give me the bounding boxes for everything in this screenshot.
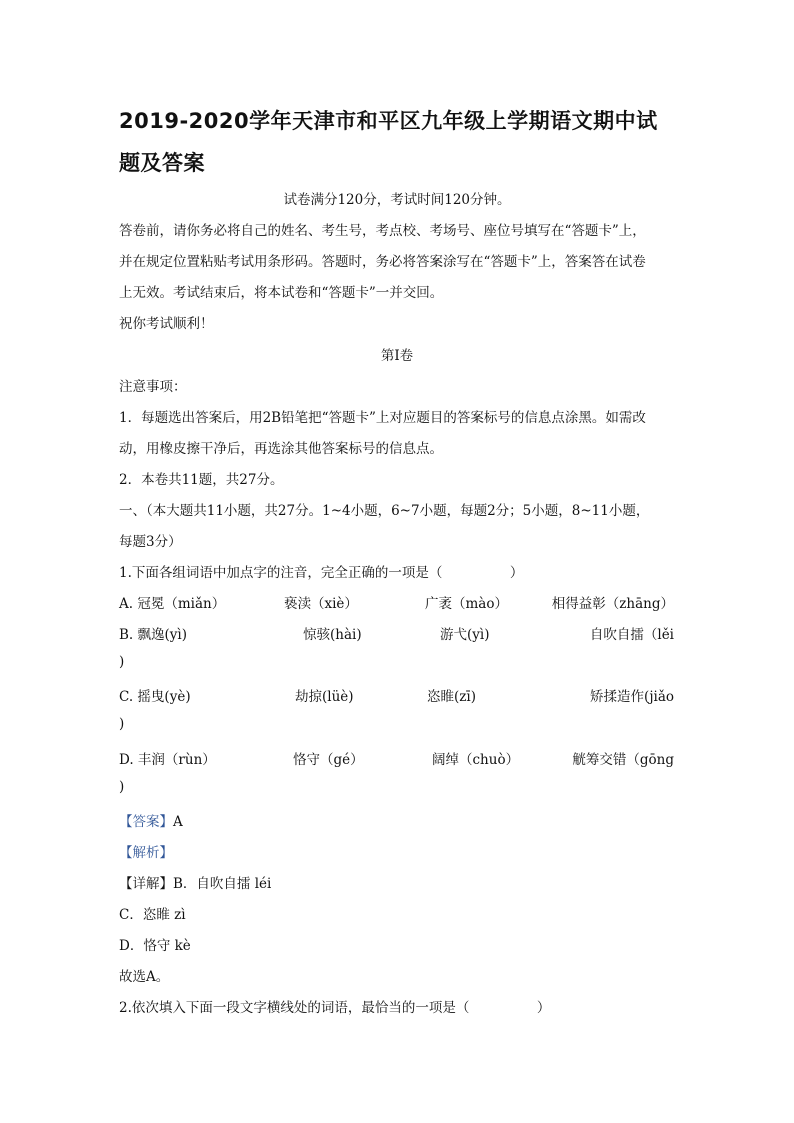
detail-line	[119, 872, 675, 892]
answer-tag: 【答案】	[119, 814, 173, 830]
option-b-1: B. 飘逸(yì)	[119, 627, 187, 643]
note-2: 2．本卷共11题，共27分。	[119, 472, 284, 488]
question-1-stem: 1.下面各组词语中加点字的注音，完全正确的一项是（ ）	[119, 565, 524, 581]
option-a-4: 相得益彰（zhāng）	[551, 596, 674, 612]
option-c-3: 恣睢(zī)	[427, 689, 476, 705]
part-1-line-a: 一、（本大题共11小题，共27分。1~4小题，6~7小题，每题2分；5小题，8~11小题，	[119, 503, 650, 519]
score-time-line: 试卷满分120分，考试时间120分钟。	[283, 192, 511, 208]
option-c-1: C. 摇曳(yè)	[119, 689, 191, 705]
analysis-tag: 【解析】	[119, 845, 173, 861]
conclusion: 故选A。	[119, 969, 170, 985]
option-d-1: D. 丰润（rùn）	[119, 752, 216, 768]
detail-b: B．自吹自擂 léi	[173, 876, 272, 892]
analysis-line	[119, 841, 675, 861]
question-2-stem: 2.依次填入下面一段文字横线处的词语，最恰当的一项是（ ）	[119, 1000, 551, 1016]
instruction-line-2: 并在规定位置粘贴考试用条形码。答题时，务必将答案涂写在“答题卡”上，答案答在试卷	[119, 254, 646, 270]
option-d-2: 恪守（gé）	[293, 752, 364, 768]
section-heading: 第Ⅰ卷	[380, 348, 414, 364]
option-b-2: 惊骇(hài)	[303, 627, 362, 643]
instruction-line-1: 答卷前，请你务必将自己的姓名、考生号，考点校、考场号、座位号填写在“答题卡”上，	[119, 223, 646, 239]
detail-tag: 【详解】	[119, 876, 173, 892]
answer-line	[119, 810, 675, 830]
note-1-line-b: 动，用橡皮擦干净后，再选涂其他答案标号的信息点。	[119, 441, 443, 457]
option-a-3: 广袤（mào）	[425, 596, 508, 612]
option-b-close: )	[119, 654, 125, 670]
option-d-4: 觥筹交错（gōng	[572, 752, 674, 768]
detail-d: D．恪守 kè	[119, 938, 191, 954]
detail-c: C．恣睢 zì	[119, 907, 186, 923]
option-c-2: 劫掠(lüè)	[295, 689, 354, 705]
wish-line: 祝你考试顺利！	[119, 316, 214, 332]
option-a-2: 亵渎（xiè）	[284, 596, 358, 612]
option-d-3: 阔绰（chuò）	[432, 752, 520, 768]
option-c-4: 矫揉造作(jiǎo	[590, 689, 674, 705]
note-1-line-a: 1．每题选出答案后，用2B铅笔把“答题卡”上对应题目的答案标号的信息点涂黑。如需改	[119, 410, 646, 426]
option-b-3: 游弋(yì)	[440, 627, 490, 643]
answer-value: A	[173, 814, 183, 830]
instruction-line-3: 上无效。考试结束后，将本试卷和“答题卡”一并交回。	[119, 285, 444, 301]
option-b-4: 自吹自擂（lěi	[589, 627, 674, 643]
option-c-close: )	[119, 716, 125, 732]
part-1-line-b: 每题3分）	[119, 534, 182, 550]
page-title: 2019-2020学年天津市和平区九年级上学期语文期中试题及答案	[119, 109, 658, 175]
notes-label: 注意事项：	[119, 379, 187, 395]
option-d-close: )	[119, 779, 125, 795]
option-a-1: A. 冠冕（miǎn）	[119, 596, 226, 612]
